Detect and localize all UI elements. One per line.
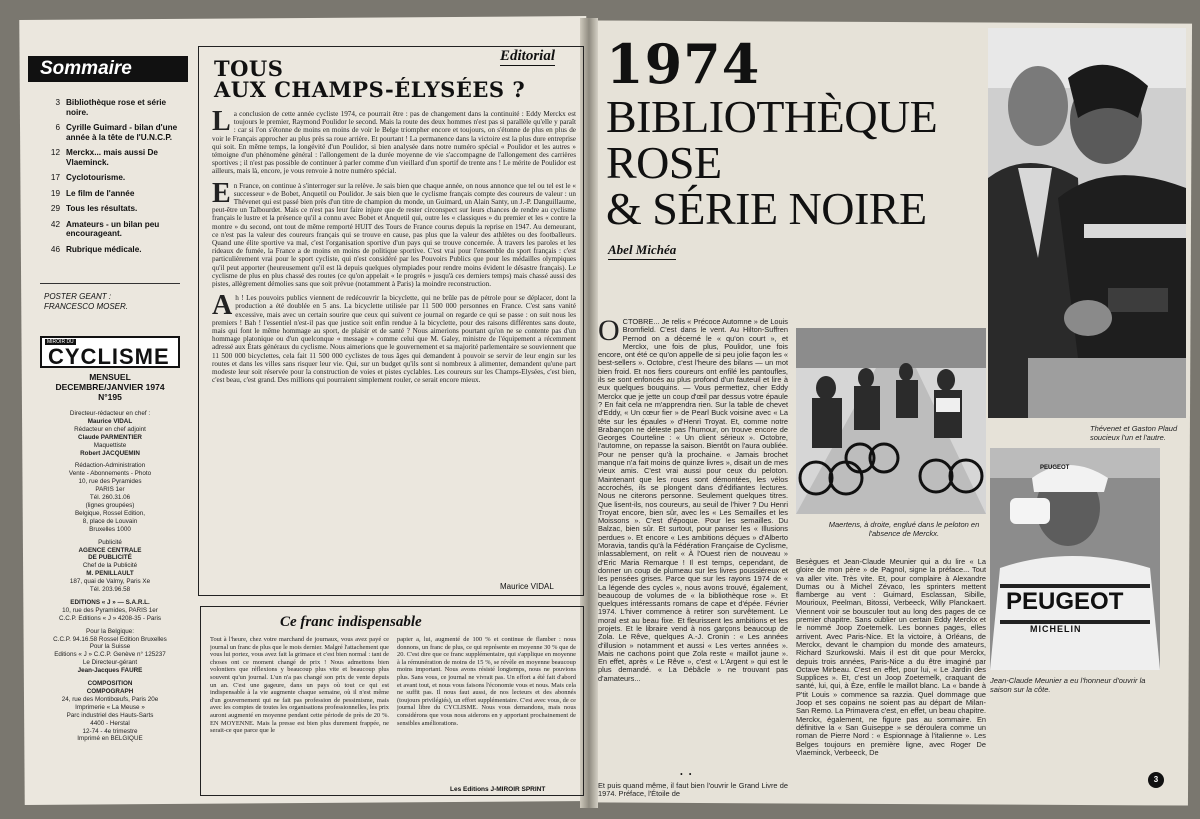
credit-line: 24, rue des Montibœufs, Paris 20e bbox=[61, 695, 159, 703]
meunier-image bbox=[990, 448, 1160, 670]
drop-cap: A bbox=[212, 294, 233, 322]
franc-signature: Les Editions J-MIROIR SPRINT bbox=[450, 786, 546, 793]
credit-line: AGENCE CENTRALE bbox=[78, 546, 142, 554]
credit-line: COMPOGRAPH bbox=[86, 688, 134, 695]
credit-line: Rédaction-Administration bbox=[74, 462, 146, 470]
cap-brand: PEUGEOT bbox=[1040, 465, 1070, 471]
sommaire-banner: Sommaire bbox=[28, 56, 188, 82]
toc-page: 17 bbox=[50, 173, 60, 182]
credit-line: Vente - Abonnements - Photo bbox=[68, 470, 152, 478]
credit-line: Le Directeur-gérant bbox=[82, 659, 138, 667]
credit-line: Tél. 260.31.06 bbox=[89, 494, 131, 502]
franc-column-1: Tout à l'heure, chez votre marchand de journaux, vous avez payé ce journal un franc de plus que le mois dernier. Malgré l'attachement que vous lui portez, vous avez fait la grimace et c'est bien normal : tant de choses ont ce moment changé de prix ! Nous admettons bien volontiers que réflexions y beaucoup plus vite et beaucoup plus souvent qu'un journal. L'un n'a pas changé son prix de vente depuis un an. C'est une gageure, dans un pays où tout ce qui est indispensable à la vie augmente chaque semaine, où il n'est même d'un gouvernement qui ne fait pas profession de pessimisme, mais avec les comptes de toutes les organisations professionnelles, les prix auront augmenté en moyenne pendant cette période de près de 20 %. EN MOYENNE. Mais la presse est bien plus durement frappée, ne serait-ce que parce que le bbox=[210, 636, 389, 735]
toc-page: 6 bbox=[55, 123, 60, 132]
drop-cap: L bbox=[212, 110, 231, 137]
toc-title: Rubrique médicale. bbox=[66, 244, 142, 254]
photo-peloton bbox=[796, 328, 986, 514]
toc-page: 42 bbox=[50, 219, 60, 229]
credit-line: Maquettiste bbox=[93, 441, 127, 449]
credit-line: Tél. 203.96.58 bbox=[89, 586, 131, 594]
credit-line: Pour la Belgique: bbox=[86, 627, 134, 635]
toc-item[interactable] bbox=[38, 220, 188, 239]
franc-column-2: papier a, lui, augmenté de 100 % et continue de flamber : nous donnons, un franc de plus, ce qui représente en moyenne 30 % que de 20. C'est dire que ce franc supplémentaire, qui s'applique en moyenne à la rémunération de moins de 15 %, se révèle en moyenne beaucoup moins important. Nous avons résisté longtemps, nous ne pouvions plus. Sans vous, ce journal ne vivrait pas. Un effort a été fait d'abord et avant tout, et nous vous faisons l'économie vous et nous. Mais cela ne suffit pas. Il nous faut aussi, de nos lecteurs et des abonnés (toujours privilégiés), un effort supplémentaire. C'est avec vous, de ce journal libre du CYCLISME. Nous vous demandons, mais nous considérons que vous nous aiderons en y apportant prochainement de sensibles améliorations. bbox=[397, 636, 576, 727]
toc-item[interactable] bbox=[38, 189, 188, 199]
editorial-paragraph-3: Ah ! Les pouvoirs publics viennent de redécouvrir la bicyclette, qui ne brûle pas de pétrole pour se déplacer, dont la production a été doublée en 5 ans. La bicyclette utilisée par 11 500 000 personnes en France. C'est sans vanité excessive, mais avec un certain sourire que ceux qui suivent ce journal on regarde ce qui se passe : on suit nous les premiers ! Bah ! l'essentiel n'est-il pas que justice soit enfin rendue à la bicyclette, pour des raisons différentes sans doute, mais qui font le même hommage au sport, de plaisir et de santé ? Nous aimerions pourtant qu'on ne se contente pas d'un hommage platonique ou d'un quelconque « message » comme celui que M. Galey, ministre de l'équipement a récemment adressé aux États généraux du cyclisme. Nous aimerions que le gouvernement et sa majorité parlementaire se souviennent que 11 500 000 bicyclettes, cela fait 11 500 000 cyclistes de tous âges qui demandent à pouvoir se servir de leur engin sur les routes et dans les villes sans risquer leur vie. Qui, sur un budget qu'ils sont si nombreux à alimenter, demandent qu'une part modeste leur soit réservée pour la construction de voies et pistes cyclables. Les coureurs sur les Champs-Elysées, c'est bien, c'est beau, c'est grand. Des millions qui pourraient simplement rouler, ce serait encore mieux. bbox=[212, 294, 576, 385]
toc-page: 3 bbox=[55, 98, 60, 107]
editorial-paragraph-2: En France, on continue à s'interroger sur la relève. Je sais bien que chaque année, on nous annonce que tel ou tel est le « successeur » de Bobet, Anquetil ou Poulidor. Je sais bien que le cyclisme français compte des coureurs de valeur : un Thévenet qui est passé bien près d'un titre de champion du monde, un Guimard, un Alain Santy, un J.-P. Danguillaume, peut-être un Talbourdet. Mais ce n'est pas leur faire injure que de rester circonspect sur leurs chances de rendre au cyclisme français le lustre et la présence qu'il a connu avec Bobet et Anquetil qui, outre les « classiques » du premier et les « contre la montre » du second, ont tout de même remporté HUIT des Tours de France courus depuis la reprise en 1947. Au demeurant, ce n'est pas la valeur des coureurs français qui se trouve en cause, pas plus que la valeur des athlètes ou des footballeurs. Quand une élite sportive va mal, c'est l'organisation sportive d'un pays qui se trouve concernée. À travers les paroles et les rideaux de fumée, la France a de moins en moins de politique sportive. C'est vrai pour l'ensemble du sport français : c'est particulièrement vrai pour le sport cycliste, qui n'est considéré par les Pouvoirs Publics que pour les médailles olympiques qu'il peut apporter (heureusement qu'il est là depuis quelques olympiades pour rendre moins évident le désastre français). Le cyclisme de plus en plus chassé des routes (ce qu'on appelait « le progrès » jusqu'à ces derniers temps) mais chassé aussi des pistes, allègrement démolies sans que soit prévue (notamment à Paris) la moindre reconstruction. bbox=[212, 181, 576, 289]
credit-line: (lignes groupées) bbox=[85, 501, 135, 509]
poster-subject: FRANCESCO MOSER. bbox=[44, 302, 129, 311]
article-col1-text: OCTOBRE... Je relis « Précoce Automne » de Louis Bromfield. C'est dans le vent. Au Hilton-Suffren Pernod on a décerné le « qu'on court », et Merckx, une fois de plus, Poulidor, une fois encore, ont été ce qu'on appelle de si peu jolie façon les « best-sellers ». Octobre, c'est l'heure des bilans — un mot bien froid. Et nos fiers coureurs ont enfilé les pantoufles, ils se sont enfoncés au plus profond d'un fauteuil et lire à eux quelques bouquins. — Vous permettez, cher Eddy Merckx que je jette un coup d'œil par dessus votre épaule ? En fait cela ne m'apprendra rien. Sur la table de chevet d'Eddy, « Un cœur fier » de Pearl Buck voisine avec « La tête sur les épaules » d'Henri Troyat. Et, comme notre Brabançon ne déteste pas l'humour, on trouve encore de Georges Courteline : « Un client sérieux ». Octobre, l'automne, on repasse la saison. Bientôt on l'aura oubliée. Pour ne penser qu'à la prochaine. « Jamais brochet manque n'a fait moins de quinze livres », disait un de mes vieux amis. C'est vrai aussi pour ceux du peloton. Maintenant que les roues sont démontées, les vélos accrochés, ils se plongent dans d'édifiantes lectures. Nous ne citerons personne. Seulement quelques titres. Que lisent-ils, nos coureurs, au seuil de l'hiver ? Du Henri Troyat encore, bien sûr, avec les « Les Semailles et les Moissons ». C'est d'époque. Pour les semailles. Du Balzac, bien sûr. Et surtout, pour panser les « Illusions perdues ». Et encore « Les ambitions déçues » d'Alberto Moravia, tandis qu'à la Fédération Française de Cyclisme, inlassablement, on relit « À l'Ouest rien de nouveau » d'Eric Maria Remarque ! Il est temps, cependant, de donner un coup de plumeau sur les livres poussiéreux et les pensées grises. Parce que sur les rayons 1974 de « La légende des cycles », nous avons trouvé, également, beaucoup de volumes de « la bibliothèque rose ». Et quelques intéressants romans de cape et d'épée. Février 1974. L'hiver commence à retirer son survêtement. Le moral est au beau fixe. Et fleurissent les ambitions et les projets. Et le libraire vend à nos garçons beaucoup de Zola. Le Rêve, quelques A.-J. Cronin : « Les années d'illusion » notamment et aussi « Les vertes années ». Mais ne cachons point que Zola reste « maillot jaune ». En effet, après « Le Rêve », c'est « L'Argent » qui est le plus demandé. « La Débâcle » ne trouvant pas d'amateurs... bbox=[598, 318, 788, 683]
poster-note bbox=[44, 292, 128, 312]
toc-item[interactable] bbox=[38, 123, 188, 142]
toc-title: Amateurs - un bilan peu encourageant. bbox=[66, 219, 160, 238]
editorial-label: Editorial bbox=[500, 48, 556, 64]
toc-page: 29 bbox=[50, 204, 60, 213]
masthead-logo bbox=[40, 336, 180, 368]
credit-line: EDITIONS « J » — S.A.R.L. bbox=[70, 598, 150, 606]
franc-title: Ce franc indispensable bbox=[280, 614, 422, 630]
credit-line: 12-74 - 4e trimestre bbox=[82, 727, 138, 735]
title-line-2: ROSE bbox=[606, 137, 722, 188]
credit-line: Claude PARMENTIER bbox=[78, 433, 142, 441]
editorial-body bbox=[212, 110, 576, 590]
editorial-signature: Maurice VIDAL bbox=[500, 582, 554, 591]
toc-item[interactable] bbox=[38, 148, 188, 167]
toc-divider bbox=[40, 283, 180, 284]
credit-line: Chef de la Publicité bbox=[82, 562, 138, 570]
page-number: 3 bbox=[1148, 772, 1164, 788]
credit-line: Imprimé en BELGIQUE bbox=[77, 735, 143, 743]
toc-title: Cyrille Guimard - bilan d'une année à la tête de l'U.N.C.P. bbox=[66, 123, 178, 142]
credit-line: DE PUBLICITÉ bbox=[88, 554, 132, 562]
toc-title: Tous les résultats. bbox=[66, 204, 138, 213]
credit-line: Editions « J » C.C.P. Genève n° 125237 bbox=[54, 651, 166, 659]
issue-number: N°195 bbox=[98, 392, 122, 402]
credit-line: Maurice VIDAL bbox=[87, 417, 133, 425]
toc-title: Le film de l'année bbox=[66, 188, 135, 198]
credit-line: M. PENILLAULT bbox=[86, 570, 134, 578]
drop-cap: E bbox=[212, 181, 231, 209]
caption-peloton: Maertens, à droite, englué dans le peloton en l'absence de Merckx. bbox=[828, 520, 980, 538]
masthead-credits bbox=[40, 410, 180, 743]
article-column-1 bbox=[598, 318, 788, 770]
toc-item[interactable] bbox=[38, 245, 188, 255]
toc-page: 46 bbox=[50, 244, 60, 254]
credit-line: Jean-Jacques FAURE bbox=[77, 667, 143, 675]
credit-line: COMPOSITION bbox=[87, 680, 133, 688]
jersey-brand: PEUGEOT bbox=[1006, 588, 1124, 615]
credit-line: Publicité bbox=[98, 538, 122, 546]
photo-meunier bbox=[990, 448, 1160, 670]
credit-line: C.C.P. Editions « J » 4208-35 - Paris bbox=[58, 614, 162, 622]
caption-thevenet-plaud: Thévenet et Gaston Plaud soucieux l'un et l'autre. bbox=[1090, 424, 1178, 442]
toc-item[interactable] bbox=[38, 173, 188, 183]
toc-item[interactable] bbox=[38, 98, 188, 117]
logo-name: CYCLISME bbox=[48, 344, 170, 369]
table-of-contents bbox=[38, 98, 188, 260]
article-col2-text: Besègues et Jean-Claude Meunier qui a du lire « La gloire de mon père » de Pagnol, signe la préface... Tout va aller vite. Très vite. Et, pour complaire à Alexandre Dumas ou à Michel Zévaco, les sprinters mettent flamberge au vent : Guimard, Esclassan, Sibille, Mourioux, Peelman, Bitossi, Verbeeck, Willy Planckaert. Viennent voir se bousculer tout au long des pages de ce premier chapitre. Sans oublier un certain Eddy Merckx et le nommé Joop Zoetemelk. Les bonnes pages, elles arrivent. Avec Paris-Nice. Et la victoire, à Orléans, de Merckx, devant le champion du monde des amateurs, Richard Szurkowski. Mais il est dit que pour Merckx, depuis trois années, Paris-Nice a du être imaginé par Octave Mirbeau. C'est en effet, pour lui, « Le Jardin des Supplices ». Et, c'est un Joop Zoetemelk, craquant de santé, lui, qui, à Èze, enfile le maillot blanc. La « bande à P'tit Louis » commence sa razzia. Quel dommage que Joop et ses copains ne soient pas au départ de Milan-San Remo. La Primavera c'est, en effet, un beau chapitre. Merckx, également, ne figure pas au sommaire. En définitive la « San Guiseppe » se déroulera comme un roman de Pierre Nord : « Espionnage à l'italienne ». Les Belges toujours en première ligne, avec Roger De Vlaeminck, Verbeeck, De bbox=[796, 558, 986, 757]
caption-meunier: Jean-Claude Meunier a eu l'honneur d'ouvrir la saison sur la côte. bbox=[990, 676, 1146, 694]
credit-line: Pour la Suisse bbox=[89, 643, 131, 651]
logo-prefix: MIROIR DU bbox=[47, 339, 74, 345]
credit-line: PARIS 1er bbox=[95, 486, 125, 494]
toc-item[interactable] bbox=[38, 204, 188, 214]
headline-line-1: TOUS bbox=[214, 56, 284, 81]
article-column-2 bbox=[796, 558, 986, 793]
credit-line: Directeur-rédacteur en chef : bbox=[69, 410, 151, 417]
toc-title: Bibliothèque rose et série noire. bbox=[66, 98, 167, 117]
masthead-issue bbox=[40, 372, 180, 402]
drop-cap: O bbox=[598, 318, 620, 347]
toc-page: 19 bbox=[50, 188, 60, 198]
thevenet-plaud-image bbox=[988, 28, 1186, 418]
article-year: 1974 bbox=[606, 32, 761, 96]
article-author: Abel Michéa bbox=[608, 242, 676, 260]
credit-line: Rédacteur en chef adjoint bbox=[74, 425, 146, 433]
credit-line: 10, rue des Pyramides bbox=[78, 478, 142, 486]
credit-line: Belgique, Rossel Edition, bbox=[74, 509, 145, 517]
poster-label: POSTER GEANT : bbox=[44, 292, 112, 301]
article-title bbox=[606, 91, 938, 234]
jersey-sponsor: MICHELIN bbox=[1030, 624, 1082, 634]
toc-title: Merckx... mais aussi De Vlaeminck. bbox=[66, 148, 158, 167]
credit-line: Bruxelles 1000 bbox=[89, 525, 131, 533]
editorial-headline bbox=[214, 58, 525, 100]
headline-line-2: AUX CHAMPS-ÉLYSÉES ? bbox=[214, 77, 526, 102]
peloton-image bbox=[796, 328, 986, 514]
issue-frequency: MENSUEL bbox=[89, 372, 131, 382]
credit-line: Parc industriel des Hauts-Sarts bbox=[66, 711, 154, 719]
editorial-paragraph-1: La conclusion de cette année cycliste 1974, ce pourrait être : pas de changement dans la continuité : Eddy Merckx est toujours le premier, Raymond Poulidor le second. Mais la route des deux hommes n'est pas si parallèle qu'elle y paraît : car si l'on s'étonne de moins en moins de voir le Belge triompher encore et toujours, on s'étonne de plus en plus de voir le Français approcher au plus près sa roue arrière. Et pourtant ! La permanence dans la victoire est la plus dure entreprise qui soit. En même temps, la longévité d'un Poulidor, si bien analysée dans notre numéro spécial « Poulidor et les autres » témoigne d'un phénomène général : l'allongement de la durée moyenne de vie s'accompagne de l'allongement des carrières sportives ; il n'est pas possible de continuer à parler comme d'un vieillard d'un sportif de trente ans ! Le mérite de Poulidor est ailleurs, mais là, encore, je vous renvoie à notre numéro spécial. bbox=[212, 110, 576, 176]
credit-line: 187, quai de Valmy, Paris Xe bbox=[69, 578, 151, 586]
credit-line: 10, rue des Pyramides, PARIS 1er bbox=[62, 606, 158, 614]
credit-line: C.C.P. 94.16.58 Rossel Edition Bruxelles bbox=[53, 635, 167, 643]
credit-line: 4400 - Herstal bbox=[90, 719, 130, 727]
issue-date: DECEMBRE/JANVIER 1974 bbox=[55, 382, 165, 392]
credit-line: Robert JACQUEMIN bbox=[80, 449, 140, 457]
title-line-3: & SÉRIE NOIRE bbox=[606, 183, 927, 234]
title-line-1: BIBLIOTHÈQUE bbox=[606, 91, 938, 142]
section-dots: • • bbox=[680, 770, 694, 779]
credit-line: Imprimerie « La Meuse » bbox=[75, 703, 145, 711]
toc-page: 12 bbox=[50, 148, 60, 157]
photo-thevenet-plaud bbox=[988, 28, 1186, 418]
credit-line: 8, place de Louvain bbox=[82, 517, 138, 525]
article-col1-tail: Et puis quand même, il faut bien l'ouvrir le Grand Livre de 1974. Préface, l'Étoile de bbox=[598, 782, 788, 799]
franc-body bbox=[210, 636, 576, 784]
toc-title: Cyclotourisme. bbox=[66, 173, 126, 182]
